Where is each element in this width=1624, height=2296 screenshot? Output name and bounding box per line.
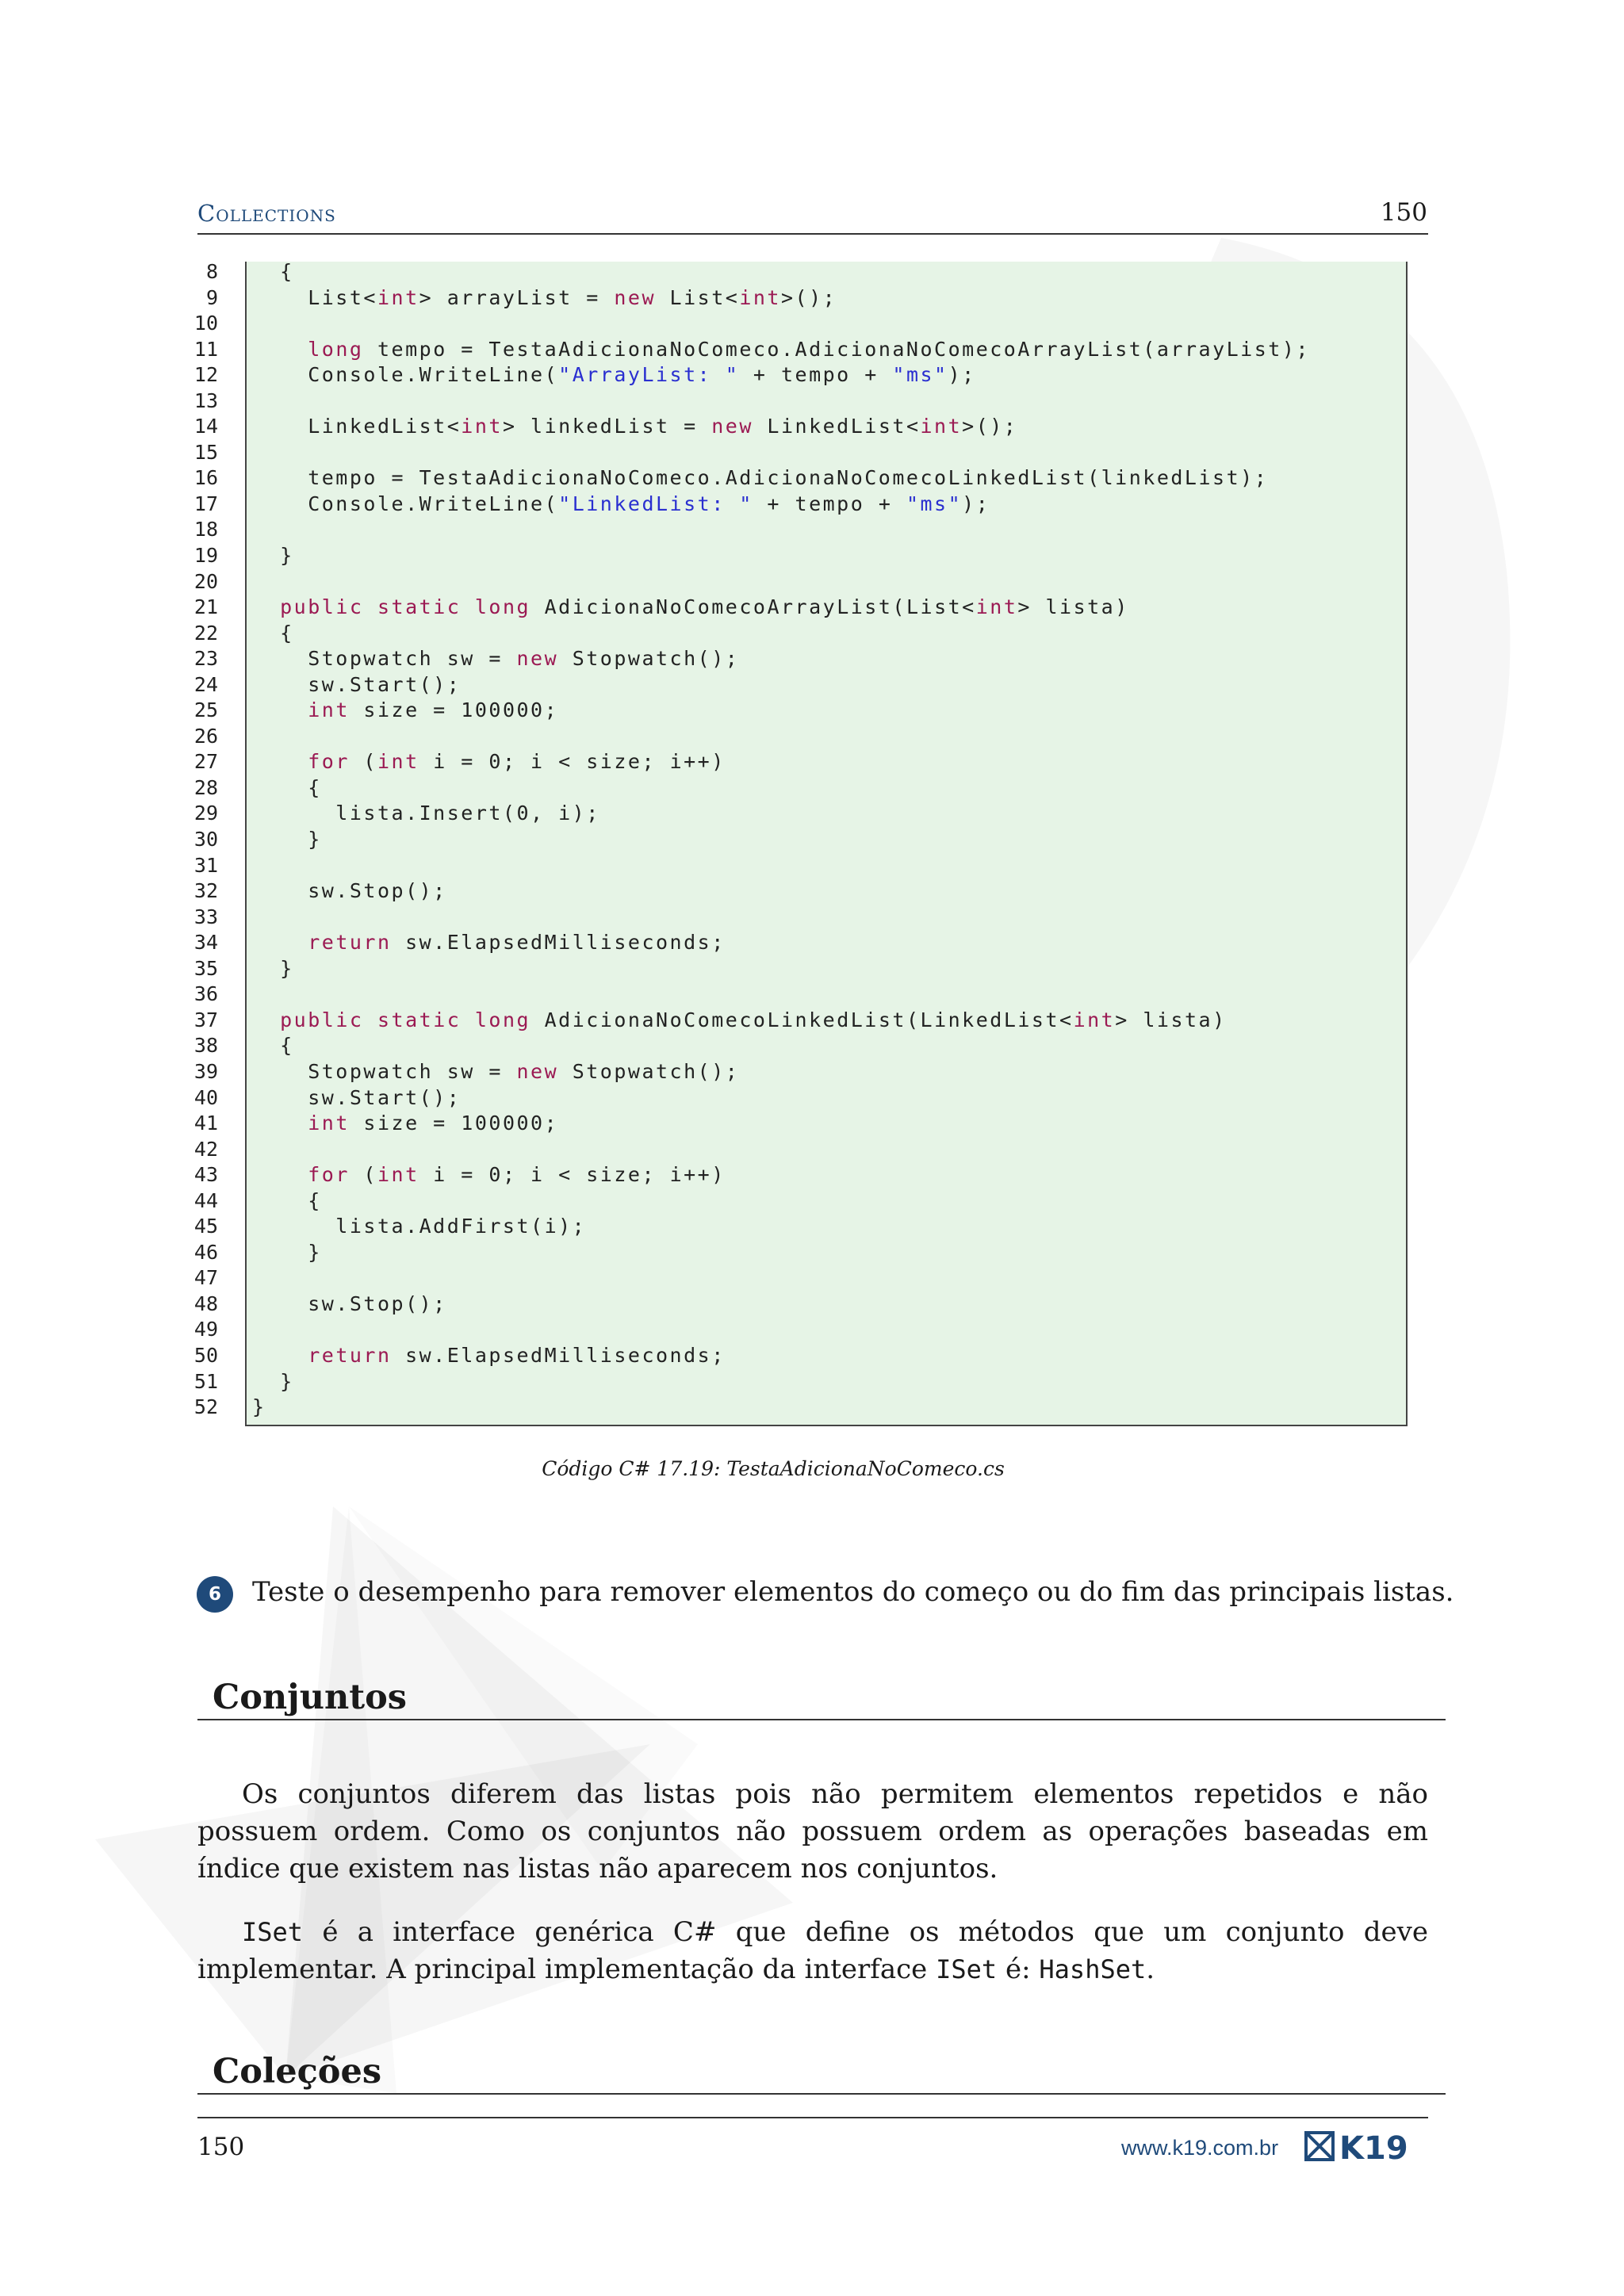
paragraph-iset: ISet é a interface genérica C# que define os métodos que um conjunto deve implementar. A principal implementação da interface ISet é: HashSet. xyxy=(197,1916,1428,1985)
code-line xyxy=(0,1188,1624,1215)
code-line xyxy=(0,1059,1624,1085)
code-line-number: 16 xyxy=(193,466,218,490)
footer-rule xyxy=(197,2117,1428,2118)
code-line-number: 33 xyxy=(193,905,218,928)
code-line-number: 27 xyxy=(193,750,218,774)
code-line-number: 28 xyxy=(193,775,218,799)
code-line-text: int size = 100000; xyxy=(308,698,559,722)
code-line xyxy=(0,1317,1624,1343)
code-line-number: 37 xyxy=(193,1008,218,1031)
code-line-number: 31 xyxy=(193,853,218,877)
code-line xyxy=(0,569,1624,595)
code-line xyxy=(0,1343,1624,1369)
code-line-number: 35 xyxy=(193,956,218,980)
code-line xyxy=(0,285,1624,312)
code-line xyxy=(0,492,1624,518)
code-line-text: { xyxy=(252,1188,322,1212)
code-line xyxy=(0,672,1624,698)
code-line xyxy=(0,311,1624,337)
code-line-text: Console.WriteLine("ArrayList: " + tempo + "ms"); xyxy=(252,363,976,387)
code-line xyxy=(0,1162,1624,1188)
running-header-page-number: 150 xyxy=(1380,198,1427,227)
code-line-text: long tempo = TestaAdicionaNoComeco.AdicionaNoComecoArrayList(arrayList); xyxy=(308,337,1310,361)
code-line-number: 52 xyxy=(193,1395,218,1419)
footer-page-number: 150 xyxy=(197,2133,245,2161)
code-line-text: sw.Stop(); xyxy=(252,879,447,903)
code-line xyxy=(0,801,1624,827)
code-line-text: } xyxy=(252,1395,266,1419)
code-line xyxy=(0,465,1624,492)
code-line-text: return sw.ElapsedMilliseconds; xyxy=(308,931,726,955)
code-line xyxy=(0,646,1624,672)
code-line xyxy=(0,956,1624,982)
code-line-text: tempo = TestaAdicionaNoComeco.AdicionaNoComecoLinkedList(linkedList); xyxy=(252,466,1269,490)
code-line-text: } xyxy=(252,544,294,568)
code-line-number: 12 xyxy=(193,363,218,387)
code-line-number: 46 xyxy=(193,1240,218,1264)
code-line-number: 32 xyxy=(193,879,218,903)
code-line-text: sw.Start(); xyxy=(252,672,462,696)
code-line xyxy=(0,749,1624,775)
inline-code-iset: ISet xyxy=(242,1917,304,1947)
code-line-number: 40 xyxy=(193,1085,218,1109)
code-line-text: } xyxy=(252,828,322,851)
code-line xyxy=(0,827,1624,853)
section-rule-conjuntos xyxy=(197,1719,1446,1720)
code-line xyxy=(0,930,1624,956)
code-line xyxy=(0,362,1624,388)
code-line xyxy=(0,388,1624,415)
code-line-number: 51 xyxy=(193,1369,218,1393)
code-line-number: 19 xyxy=(193,544,218,568)
code-line-number: 26 xyxy=(193,724,218,748)
code-line xyxy=(0,517,1624,543)
code-line-text: { xyxy=(252,621,294,645)
code-line-text: } xyxy=(252,956,294,980)
code-line-number: 21 xyxy=(193,595,218,619)
inline-code-hashset: HashSet xyxy=(1039,1954,1147,1984)
running-header-chapter: Collections xyxy=(197,200,336,227)
code-line-number: 15 xyxy=(193,440,218,464)
code-line-text: List<int> arrayList = new List<int>(); xyxy=(252,285,837,309)
code-line-number: 20 xyxy=(193,569,218,593)
footer-url-link[interactable]: www.k19.com.br xyxy=(1121,2136,1279,2160)
code-line-text: sw.Start(); xyxy=(252,1085,462,1109)
code-line-text: int size = 100000; xyxy=(308,1112,559,1135)
code-line-number: 22 xyxy=(193,621,218,645)
code-line-text: { xyxy=(252,775,322,799)
code-line-text: LinkedList<int> linkedList = new LinkedList<int>(); xyxy=(252,415,1018,438)
code-line xyxy=(0,1008,1624,1034)
code-line-text: { xyxy=(252,1034,294,1058)
code-line-number: 34 xyxy=(193,931,218,955)
code-line-number: 43 xyxy=(193,1163,218,1187)
code-line-number: 24 xyxy=(193,672,218,696)
code-line xyxy=(0,1369,1624,1395)
code-line-number: 38 xyxy=(193,1034,218,1058)
code-line-number: 39 xyxy=(193,1059,218,1083)
code-line-number: 49 xyxy=(193,1318,218,1341)
code-line-number: 8 xyxy=(205,260,218,283)
code-line xyxy=(0,1085,1624,1112)
code-line xyxy=(0,724,1624,750)
code-line-number: 23 xyxy=(193,647,218,671)
code-line-number: 25 xyxy=(193,698,218,722)
header-rule xyxy=(197,233,1428,235)
section-rule-colecoes xyxy=(197,2093,1446,2095)
code-line-number: 29 xyxy=(193,802,218,825)
code-line-number: 13 xyxy=(193,388,218,412)
code-line-number: 14 xyxy=(193,415,218,438)
code-line xyxy=(0,982,1624,1008)
section-title-colecoes: Coleções xyxy=(213,2052,382,2091)
exercise-text: Teste o desempenho para remover elementos do começo ou do fim das principais listas. xyxy=(252,1576,1454,1608)
code-line-text: { xyxy=(252,260,294,283)
code-line xyxy=(0,440,1624,466)
code-line-text: Stopwatch sw = new Stopwatch(); xyxy=(252,1059,740,1083)
code-line xyxy=(0,853,1624,879)
code-line-number: 36 xyxy=(193,982,218,1006)
code-line-number: 42 xyxy=(193,1137,218,1161)
code-line-number: 11 xyxy=(193,337,218,361)
code-line xyxy=(0,543,1624,569)
code-line xyxy=(0,698,1624,724)
code-line-number: 44 xyxy=(193,1188,218,1212)
exercise-number-badge: 6 xyxy=(197,1576,233,1613)
code-line-number: 47 xyxy=(193,1266,218,1290)
code-line xyxy=(0,1292,1624,1318)
code-line xyxy=(0,1111,1624,1137)
k19-logo-text: K19 xyxy=(1339,2130,1408,2163)
code-line-number: 50 xyxy=(193,1343,218,1367)
code-line xyxy=(0,1240,1624,1266)
code-line xyxy=(0,259,1624,285)
code-line-text: lista.AddFirst(i); xyxy=(252,1215,587,1238)
code-line xyxy=(0,414,1624,440)
code-line-text: Console.WriteLine("LinkedList: " + tempo + "ms"); xyxy=(252,492,990,515)
code-line xyxy=(0,775,1624,802)
code-line-number: 9 xyxy=(205,285,218,309)
code-line-number: 18 xyxy=(193,518,218,541)
code-line xyxy=(0,1214,1624,1240)
code-line-number: 45 xyxy=(193,1215,218,1238)
code-listing xyxy=(0,259,1624,1421)
code-line xyxy=(0,878,1624,905)
code-line-text: } xyxy=(252,1240,322,1264)
code-line-text: public static long AdicionaNoComecoArrayList(List<int> lista) xyxy=(280,595,1129,619)
code-line-text: public static long AdicionaNoComecoLinkedList(LinkedList<int> lista) xyxy=(280,1008,1227,1031)
code-line-text: lista.Insert(0, i); xyxy=(252,802,600,825)
code-line-text: return sw.ElapsedMilliseconds; xyxy=(308,1343,726,1367)
code-line-text: sw.Stop(); xyxy=(252,1292,447,1315)
code-line-text: Stopwatch sw = new Stopwatch(); xyxy=(252,647,740,671)
section-title-conjuntos: Conjuntos xyxy=(213,1678,408,1717)
paragraph-conjuntos-intro: Os conjuntos diferem das listas pois não permitem elementos repetidos e não possuem ordem. Como os conjuntos não possuem ordem as operações baseadas em índice que existem nas listas não aparecem nos conjuntos. xyxy=(197,1778,1428,1885)
code-line xyxy=(0,595,1624,621)
code-line-number: 17 xyxy=(193,492,218,515)
code-line xyxy=(0,905,1624,931)
code-line xyxy=(0,1395,1624,1421)
code-line-number: 10 xyxy=(193,312,218,335)
code-line-text: for (int i = 0; i < size; i++) xyxy=(308,750,726,774)
code-line-number: 48 xyxy=(193,1292,218,1315)
code-line xyxy=(0,621,1624,647)
code-line xyxy=(0,1137,1624,1163)
code-line-number: 30 xyxy=(193,828,218,851)
code-line-number: 41 xyxy=(193,1112,218,1135)
code-line xyxy=(0,1033,1624,1059)
inline-code-iset: ISet xyxy=(936,1954,998,1984)
code-caption: Código C# 17.19: TestaAdicionaNoComeco.cs xyxy=(542,1457,1005,1480)
code-line xyxy=(0,1265,1624,1292)
code-line-text: } xyxy=(252,1369,294,1393)
k19-logo-icon xyxy=(1304,2130,1428,2163)
code-line-text: for (int i = 0; i < size; i++) xyxy=(308,1163,726,1187)
code-line xyxy=(0,337,1624,363)
